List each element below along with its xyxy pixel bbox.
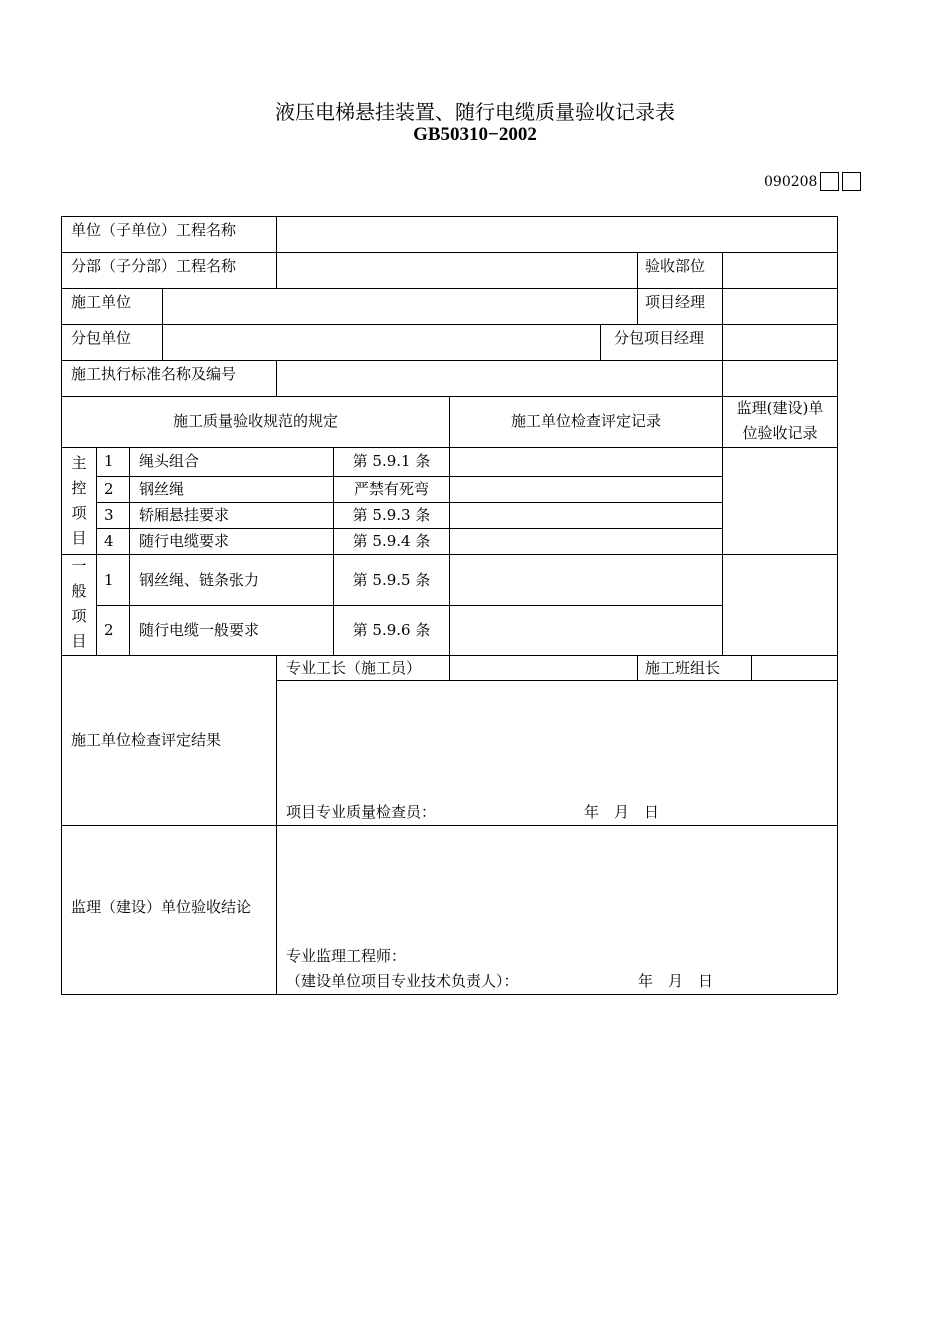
supervision-record-header (723, 396, 837, 446)
main-item-3-record[interactable] (450, 503, 722, 528)
acceptance-part-label: 验收部位 (645, 257, 706, 275)
main-item-2-record[interactable] (450, 477, 722, 502)
team-leader-label: 施工班组长 (645, 659, 721, 677)
supervision-conclusion-label: 监理（建设）单位验收结论 (71, 898, 252, 916)
main-item-1-clause: 第 5.9.1 条 (352, 452, 431, 470)
sub-project-name-field[interactable] (277, 253, 637, 288)
standard-name-field[interactable] (277, 361, 837, 396)
document-title: 液压电梯悬挂装置、随行电缆质量验收记录表 (275, 100, 675, 124)
general-item-1-clause: 第 5.9.5 条 (352, 571, 431, 589)
foreman-label: 专业工长（施工员） (286, 659, 422, 677)
main-items-group-label: 主 控 项 目 (71, 454, 87, 547)
main-item-4-record[interactable] (450, 529, 722, 554)
main-item-1-no: 1 (104, 452, 114, 470)
main-item-4-clause: 第 5.9.4 条 (352, 532, 431, 550)
general-item-2-name: 随行电缆一般要求 (139, 621, 260, 639)
general-item-2-no: 2 (104, 621, 114, 639)
subcontract-unit-label: 分包单位 (71, 329, 132, 347)
main-item-1-name: 绳头组合 (139, 452, 200, 470)
main-item-2-clause: 严禁有死弯 (353, 480, 429, 498)
foreman-field[interactable] (450, 656, 637, 680)
project-manager-label: 项目经理 (645, 293, 706, 311)
standard-name-label: 施工执行标准名称及编号 (71, 365, 237, 383)
general-item-2-clause: 第 5.9.6 条 (352, 621, 431, 639)
acceptance-part-field[interactable] (723, 253, 837, 288)
general-item-1-name: 钢丝绳、链条张力 (139, 571, 260, 589)
form-code (764, 174, 861, 191)
construction-unit-label: 施工单位 (71, 293, 132, 311)
general-item-2-record[interactable] (450, 606, 722, 655)
quality-inspector-label: 项目专业质量检查员： (286, 803, 437, 821)
main-item-3-no: 3 (104, 506, 114, 524)
construction-unit-field[interactable] (163, 289, 637, 324)
supervision-header-line1: 监理(建设)单 (736, 399, 824, 417)
spec-header: 施工质量验收规范的规定 (172, 412, 338, 430)
general-items-supervision-record[interactable] (723, 555, 837, 655)
result-date-label: 年 月 日 (584, 803, 660, 821)
unit-project-name-label: 单位（子单位）工程名称 (71, 221, 237, 239)
construction-result-field[interactable] (277, 681, 837, 796)
main-items-supervision-record[interactable] (723, 448, 837, 554)
general-item-1-no: 1 (104, 571, 114, 589)
project-manager-field[interactable] (723, 289, 837, 324)
team-leader-field[interactable] (752, 656, 837, 680)
subcontract-manager-label: 分包项目经理 (614, 329, 705, 347)
main-item-4-no: 4 (104, 532, 114, 550)
sub-project-name-label: 分部（子分部）工程名称 (71, 257, 237, 275)
main-item-2-name: 钢丝绳 (139, 480, 185, 498)
form-code-number: 090208 (764, 174, 818, 190)
supervising-engineer-label: 专业监理工程师： (286, 947, 407, 965)
main-item-2-no: 2 (104, 480, 114, 498)
general-item-1-record[interactable] (450, 555, 722, 605)
main-item-3-clause: 第 5.9.3 条 (352, 506, 431, 524)
supervision-conclusion-field[interactable] (277, 826, 837, 941)
construction-result-label: 施工单位检查评定结果 (71, 731, 222, 749)
standard-code: GB50310−2002 (413, 124, 537, 145)
unit-project-name-field[interactable] (277, 217, 837, 252)
code-box-2[interactable] (842, 172, 861, 191)
main-item-4-name: 随行电缆要求 (139, 532, 230, 550)
conclusion-date-label: 年 月 日 (638, 972, 714, 990)
subcontract-unit-field[interactable] (163, 325, 600, 360)
code-box-1[interactable] (820, 172, 839, 191)
supervision-header-line2: 位验收记录 (742, 424, 818, 442)
construction-record-header: 施工单位检查评定记录 (510, 412, 661, 430)
subcontract-manager-field[interactable] (723, 325, 837, 360)
general-items-group-label: 一 般 项 目 (71, 557, 87, 650)
owner-technical-lead-label: （建设单位项目专业技术负责人）： (286, 972, 519, 990)
main-item-3-name: 轿厢悬挂要求 (139, 506, 230, 524)
main-item-1-record[interactable] (450, 448, 722, 476)
